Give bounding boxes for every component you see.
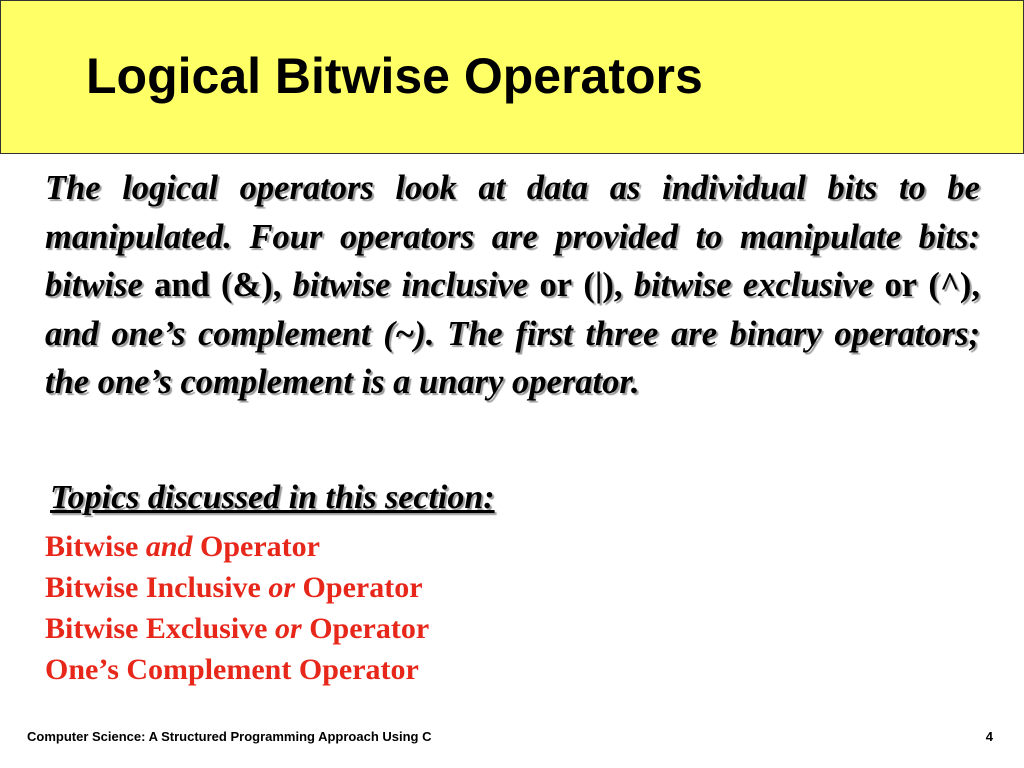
topic-text: Bitwise Exclusive (45, 612, 268, 645)
symbol-and: (&), (220, 266, 282, 304)
topic-emphasis: or (268, 571, 296, 604)
bitwise-inclusive-label: bitwise inclusive (292, 266, 529, 304)
intro-paragraph (45, 164, 980, 407)
topic-emphasis: and (145, 530, 193, 563)
slide-title: Logical Bitwise Operators (86, 48, 703, 104)
footer-course-title: Computer Science: A Structured Programming Approach Using C (27, 729, 432, 744)
operator-and: and (154, 266, 210, 304)
bitwise-exclusive-label: bitwise exclusive (633, 266, 874, 304)
topics-heading: Topics discussed in this section: (50, 479, 495, 516)
topic-item (45, 649, 429, 690)
topic-text-end: Operator (309, 612, 430, 645)
symbol-or: (|), (583, 266, 623, 304)
symbol-xor: (^), (928, 266, 981, 304)
title-banner (0, 0, 1024, 154)
topic-text: Bitwise Inclusive (45, 571, 261, 604)
topic-text: Bitwise (45, 530, 139, 563)
bitwise-label-1: bitwise (45, 266, 143, 304)
page-number: 4 (985, 729, 993, 744)
topic-emphasis: or (275, 612, 302, 645)
topic-text-end: Operator (302, 571, 423, 604)
operator-or: or (539, 266, 573, 304)
topic-item (45, 608, 429, 649)
topic-item (45, 526, 429, 567)
intro-sentence-2: and one’s complement (~). The first three are binary operators; the one’s complement is a unary operator. (45, 314, 980, 401)
topics-list (45, 526, 429, 690)
topic-text: One’s Complement Operator (45, 653, 419, 686)
operator-xor: or (884, 266, 918, 304)
intro-sentence-1: The logical operators look at data as individual bits to be manipulated. Four operators are provided to manipulate bits: (45, 169, 980, 256)
topic-item (45, 567, 429, 608)
topic-text-end: Operator (200, 530, 320, 563)
